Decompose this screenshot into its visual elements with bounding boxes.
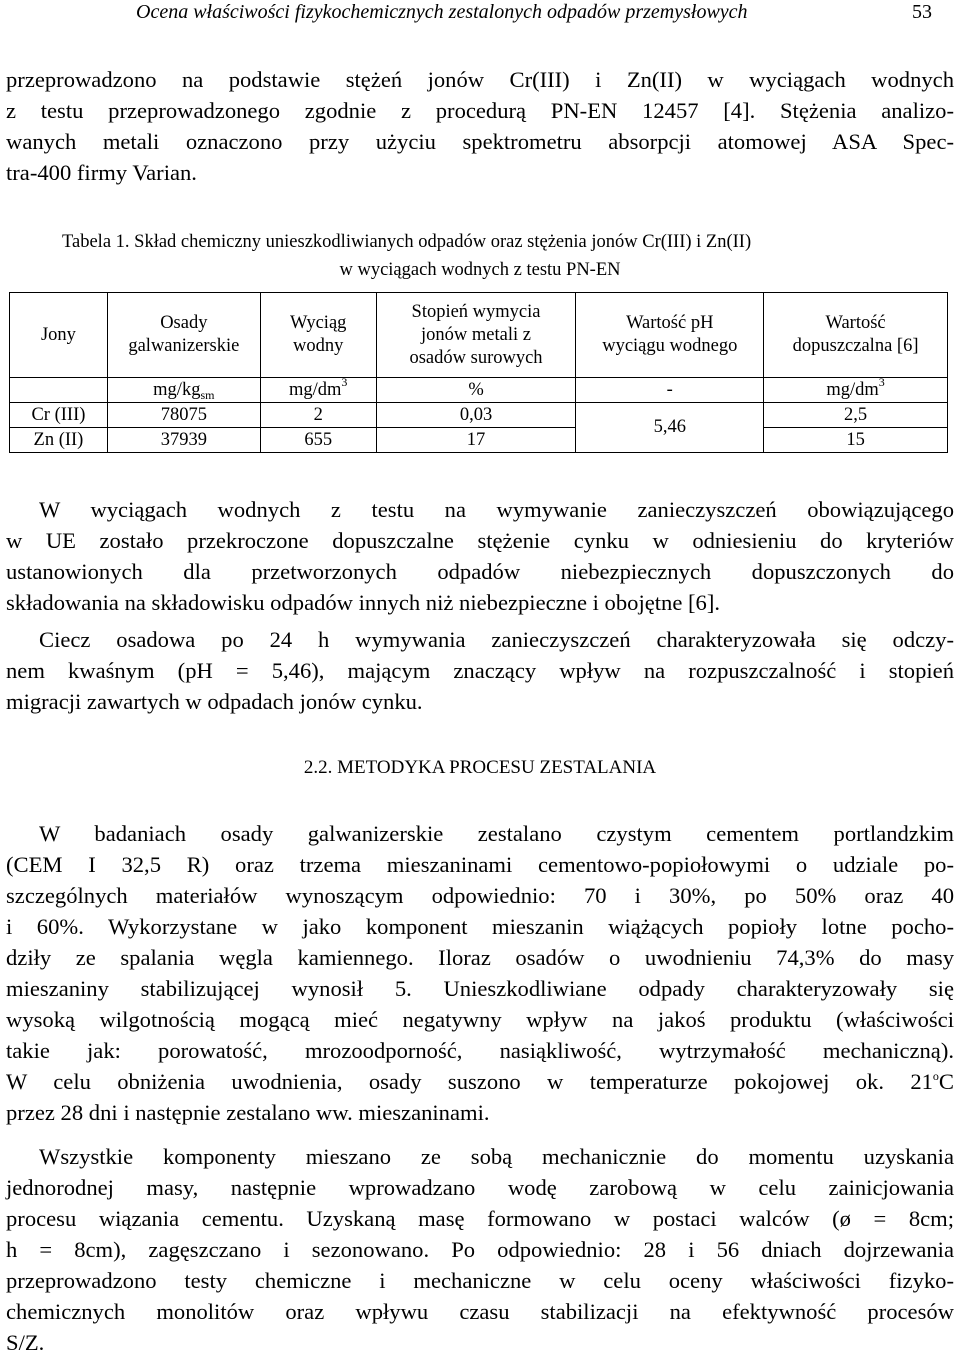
text-line: wysoką wilgotnością mogącą mieć negatywny wpływ na jakoś produktu (właściwości xyxy=(6,1007,954,1032)
text-line: ustanowionych dla przetworzonych odpadów niebezpiecznych dopuszczonych do xyxy=(6,559,954,584)
text-line: Wszystkie komponenty mieszano ze sobą mechanicznie do momentu uzyskania xyxy=(39,1144,954,1169)
header-ph: Wartość pH wyciągu wodnego xyxy=(576,293,764,378)
units-sludge: $mg/kg_{sm}$ xyxy=(107,378,260,403)
text-line: migracji zawartych w odpadach jonów cynku. xyxy=(6,689,423,714)
cell-ph-value: 5,46 xyxy=(576,403,764,453)
units-ph: - xyxy=(576,378,764,403)
text-line: przeprowadzono testy chemiczne i mechaniczne w celu oceny właściwości fizyko- xyxy=(6,1268,954,1293)
table-row xyxy=(10,403,948,428)
text-line: W badaniach osady galwanizerskie zestalano czystym cementem portlandzkim xyxy=(39,821,954,846)
text-line: jednorodnej masy, następnie wprowadzano wodę zarobową w celu zainicjowania xyxy=(6,1175,954,1200)
text-line-temperature: W celu obniżenia uwodnienia, osady suszono w temperaturze pokojowej ok. 21$^o$C xyxy=(6,1069,954,1094)
table-units-row xyxy=(10,378,948,403)
cell-sludge: 78075 xyxy=(107,403,260,428)
text-line: z testu przeprowadzonego zgodnie z procedurą PN-EN 12457 [4]. Stężenia analizo- xyxy=(6,98,954,123)
section-heading: 2.2. METODYKA PROCESU ZESTALANIA xyxy=(303,757,657,778)
text-line: przeprowadzono na podstawie stężeń jonów Cr(III) i Zn(II) w wyciągach wodnych xyxy=(6,67,954,92)
units-ions-empty xyxy=(10,378,108,403)
cell-leaching: 0,03 xyxy=(376,403,576,428)
header-leaching: Stopień wymycia jonów metali z osadów surowych xyxy=(376,293,576,378)
page-header xyxy=(0,0,960,30)
cell-sludge: 37939 xyxy=(107,428,260,453)
text-line: Ciecz osadowa po 24 h wymywania zanieczyszczeń charakteryzowała się odczy- xyxy=(39,627,954,652)
header-extract: Wyciąg wodny xyxy=(260,293,376,378)
running-title: Ocena właściwości fizykochemicznych zestalonych odpadów przemysłowych xyxy=(136,1,748,23)
text-line: dziły ze spalania węgla kamiennego. Iloraz osadów o uwodnieniu 74,3% do masy xyxy=(6,945,954,970)
text-line: chemicznych monolitów oraz wpływu czasu stabilizacji na efektywność procesów xyxy=(6,1299,954,1324)
paragraph-exceedance xyxy=(6,494,954,618)
paragraph-leachate-ph xyxy=(6,624,954,717)
text-line: składowania na składowisku odpadów innych niż niebezpieczne i obojętne [6]. xyxy=(6,590,720,615)
table-caption-line: Tabela 1. Skład chemiczny unieszkodliwianych odpadów oraz stężenia jonów Cr(III) i Zn(II) xyxy=(62,232,752,252)
table-row xyxy=(10,428,948,453)
units-extract: $mg/dm^3$ xyxy=(260,378,376,403)
text-line: procesu wiązania cementu. Uzyskaną masę formowano w postaci walców (ø = 8cm; xyxy=(6,1206,954,1231)
page-number: 53 xyxy=(912,1,932,23)
text-line: mieszaniny stabilizującej wynosił 5. Unieszkodliwiane odpady charakteryzowały się xyxy=(6,976,954,1001)
header-sludge: Osady galwanizerskie xyxy=(107,293,260,378)
cell-limit: 2,5 xyxy=(764,403,948,428)
text-line: szczególnych materiałów wynoszącym odpowiednio: 70 i 30%, po 50% oraz 40 xyxy=(6,883,954,908)
text-line: tra-400 firmy Varian. xyxy=(6,160,197,185)
cell-ion: Zn (II) xyxy=(10,428,108,453)
text-line: w UE zostało przekroczone dopuszczalne stężenie cynku w odniesieniu do kryteriów xyxy=(6,528,954,553)
text-line: S/Z. xyxy=(6,1330,45,1355)
cell-leaching: 17 xyxy=(376,428,576,453)
text-line: W wyciągach wodnych z testu na wymywanie zanieczyszczeń obowiązującego xyxy=(39,497,954,522)
text-line: (CEM I 32,5 R) oraz trzema mieszaninami cementowo-popiołowymi o udziale po- xyxy=(6,852,954,877)
cell-limit: 15 xyxy=(764,428,948,453)
text-line: przez 28 dni i następnie zestalano ww. mieszaninami. xyxy=(6,1100,490,1125)
text-line: wanych metali oznaczono przy użyciu spektrometru absorpcji atomowej ASA Spec- xyxy=(6,129,954,154)
table-header-row xyxy=(10,293,948,378)
cell-extract: 655 xyxy=(260,428,376,453)
text-line: h = 8cm), zagęszczano i sezonowano. Po odpowiednio: 28 i 56 dniach dojrzewania xyxy=(6,1237,954,1262)
cell-ion: Cr (III) xyxy=(10,403,108,428)
data-table xyxy=(9,292,948,453)
table-caption-line: w wyciągach wodnych z testu PN-EN xyxy=(339,260,621,280)
paragraph-mixing xyxy=(6,1141,954,1358)
paragraph-method xyxy=(6,818,954,1128)
intro-paragraph xyxy=(6,64,954,188)
cell-extract: 2 xyxy=(260,403,376,428)
header-ions: Jony xyxy=(10,293,108,378)
text-line: takie jak: porowatość, mrozoodporność, nasiąkliwość, wytrzymałość mechaniczną). xyxy=(6,1038,954,1063)
header-limit: Wartość dopuszczalna [6] xyxy=(764,293,948,378)
units-leaching: % xyxy=(376,378,576,403)
text-line: i 60%. Wykorzystane w jako komponent mieszanin wiążących popioły lotne pocho- xyxy=(6,914,954,939)
units-limit: $mg/dm^3$ xyxy=(764,378,948,403)
text-line: nem kwaśnym (pH = 5,46), mającym znaczący wpływ na rozpuszczalność i stopień xyxy=(6,658,954,683)
